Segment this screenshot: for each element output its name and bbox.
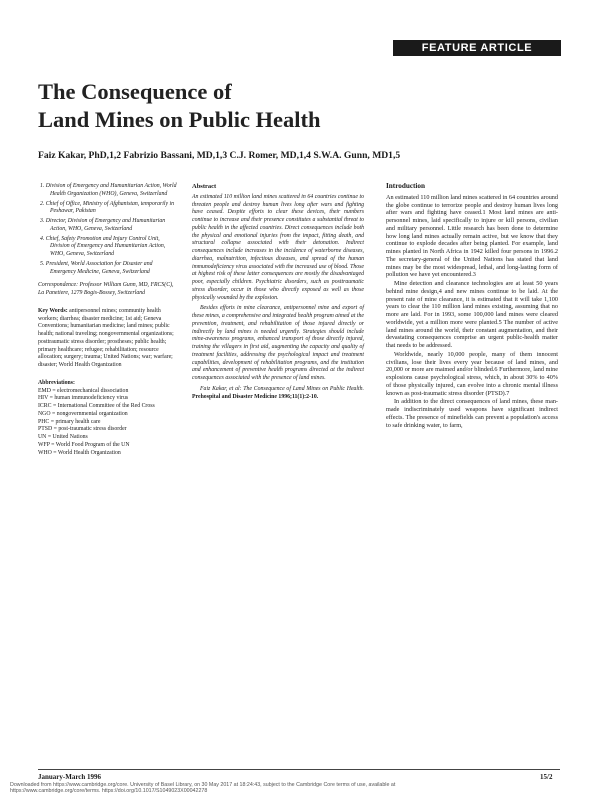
keywords-text: antipersonnel mines; community health workers; diarrhea; disaster medicine; 1st aid; Geneva Conventions; humanitarian medicine; land mines; public health; national traveling; nongovernmental organizations; posttraumatic stress disorder; prostheses; public health; primary healthcare; refugee; rehabilitation; resource allocation; surgery; trauma; United Nations; war; warfare; disaster; World Health Organization <box>38 307 174 368</box>
abstract-paragraph: An estimated 110 million land mines scattered in 64 countries continue to threaten people and destroy human lives long after wars and fighting have ceased. Despite efforts to clear these devices, their numbers continue to increase and their presence constitutes a substantial threat to public health in the affected countries. Direct consequences include both the physical and emotional injuries from the impact, fitting death, and structural collapse associated with their detonation. Indirect consequences include increases in the incidence of waterborne diseases, diarrhea, malnutrition, infectious diseases, and spread of the human immunodeficiency virus associated with the increased use of blood. Those at highest risk of these latter consequences are mostly the disadvantaged poor, especially children. Psychiatric disorders, such as posttraumatic stress disorder, occur in those who directly exposed as well as those physically wounded by the explosion. <box>192 193 364 301</box>
abbreviation-item: WFP = World Food Program of the UN <box>38 441 130 448</box>
abbreviation-item: PHC = primary health care <box>38 418 101 425</box>
footer-date: January-March 1996 <box>38 773 102 781</box>
keywords <box>38 308 178 370</box>
body-paragraph: Mine detection and clearance technologies are at least 50 years behind mine design,4 and new mines continue to be laid. At the present rate of mine clearance, it is estimated that it will take 1,100 years to clear the 110 million land mines existing, assuming that no more are laid. For in 1993, some 100,000 land mines were cleared worldwide, yet a million more were planted.5 The number of active land mines around the world, their constant augmentation, and their devastating consequences comprise an urgent public-health matter that needs to be addressed. <box>386 280 558 349</box>
abbreviation-item: WHO = World Health Organization <box>38 449 121 456</box>
body-paragraph: An estimated 110 million land mines scattered in 64 countries around the globe continue to terrorize people and destroy human lives long after wars and fighting have ceased.1 Most land mines are anti-personnel mines, laid specifically to injure or kill persons, civilian and military personnel. Little research has been done to determine how long land mines actually remain active, but we know that they continue to explode decades after being planted. For example, land mines planted in North Africa in 1942 killed four persons in 1996.2 The secretary-general of the United Nations has stated that land mines may be the most widespread, lethal, and long-lasting form of pollution we have yet encountered.3 <box>386 193 558 279</box>
article-title <box>38 78 458 134</box>
abbreviation-item: ICRC = International Committee of the Red Cross <box>38 403 155 409</box>
download-notice <box>10 782 595 794</box>
abstract-column <box>192 183 364 401</box>
abbreviations-list <box>38 388 178 458</box>
left-column <box>38 183 178 457</box>
abbreviation-item: PTSD = post-traumatic stress disorder <box>38 426 127 433</box>
affiliation-item: 4. Chief, Safety Promotion and Injury Control Unit, Division of Emergency and Humanitarian Action, WHO, Geneva, Switzerland <box>40 235 166 257</box>
article-title-line-1: The Consequence of <box>38 79 232 104</box>
article-title-line-2: Land Mines on Public Health <box>38 107 321 132</box>
footer-rule <box>38 769 560 770</box>
feature-article-banner: FEATURE ARTICLE <box>393 40 561 56</box>
correspondence: Correspondence: Professor William Gunn, MD, FRCS(C), La Panetiere, 1279 Bogis-Bossey, Switzerland <box>38 282 174 296</box>
abbreviation-item: NGO = nongovernmental organization <box>38 410 128 417</box>
abbreviation-item: HIV = human immunodeficiency virus <box>38 395 129 402</box>
citation-journal: Prehospital and Disaster Medicine 1996;11(1):2-10. <box>192 393 319 400</box>
affiliation-item: 1. Division of Emergency and Humanitarian Action, World Health Organization (WHO), Geneva, Switzerland <box>40 183 177 197</box>
abbreviation-item: EMD = electromechanical dissociation <box>38 387 129 394</box>
body-paragraph: In addition to the direct consequences of land mines, these man-made indiscriminately used weapons have significant indirect effects. The presence of minefields can prevent a population's access to safe drinking water, to farm, <box>386 398 558 429</box>
body-paragraph: Worldwide, nearly 10,000 people, many of them innocent civilians, lose their lives every year because of land mines, and 20,000 or more are maimed and/or blinded.6 Furthermore, land mine explosions cause psychological stress, which, in about 30% to 40% of those physically injured, can evolve into a chronic mental illness known as post-traumatic stress disorder (PTSD).7 <box>386 350 558 397</box>
abstract-paragraph: Besides efforts in mine clearance, antipersonnel mine and export of these mines, a comprehensive and integrated health program aimed at the prevention, treatment, and rehabilitation of those injured directly or indirectly by land mines is needed urgently. Strategies should include mine-awareness programs, enhanced transport of those directly injured, training the villagers in first aid, augmenting the capacity and quality of treatment facilities, addressing the psychological impact and treatment capabilities, development of rehabilitation programs, and the institution and enhancement of preventive health programs directed at the indirect consequences associated with the presence of land mines. <box>192 305 364 381</box>
download-notice-line-1: Downloaded from https://www.cambridge.org/core. University of Basel Library, on 30 May 2017 at 18:24:43, subject to the Cambridge Core terms of use, available at <box>10 782 396 788</box>
download-notice-line-2[interactable]: https://www.cambridge.org/core/terms. https://doi.org/10.1017/S1049023X00042278 <box>10 788 208 794</box>
affiliation-item: 5. President, World Association for Disaster and Emergency Medicine, Geneva, Switzerland <box>40 260 153 275</box>
introduction-column <box>386 183 558 430</box>
affiliation-item: 3. Director, Division of Emergency and Humanitarian Action, WHO, Geneva, Switzerland <box>40 218 166 232</box>
affiliations <box>38 183 178 276</box>
affiliation-item: 2. Chief of Office, Ministry of Afghanistan, temporarily in Peshawar, Pakistan <box>40 200 175 215</box>
abbreviation-item: UN = United Nations <box>38 434 88 440</box>
introduction-heading: Introduction <box>386 182 426 190</box>
abstract-heading: Abstract <box>192 183 217 190</box>
author-line: Faiz Kakar, PhD,1,2 Fabrizio Bassani, MD,1,3 C.J. Romer, MD,1,4 S.W.A. Gunn, MD1,5 <box>38 150 401 161</box>
citation-lead: Faiz Kakar, et al: The Consequence of Land Mines on Public Health. <box>200 385 364 392</box>
abbreviations-label: Abbreviations: <box>38 379 75 386</box>
abstract-citation <box>192 386 364 402</box>
keywords-label: Key Words: <box>38 307 68 314</box>
footer-page-number: 15/2 <box>540 773 553 781</box>
